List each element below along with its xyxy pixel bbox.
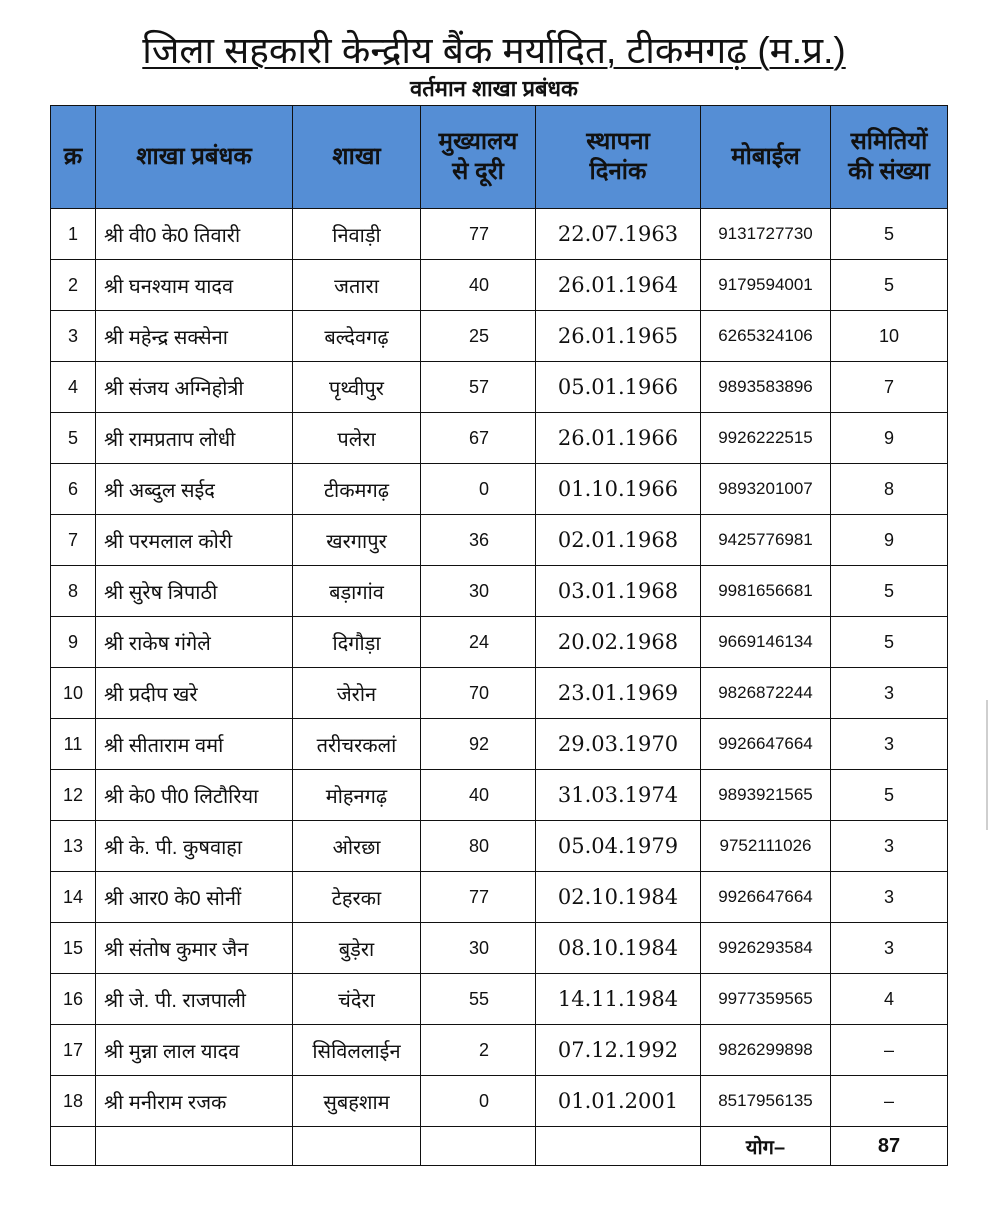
cell-manager: श्री प्रदीप खरे (96, 668, 293, 719)
table-row (51, 566, 948, 617)
document-subtitle: वर्तमान शाखा प्रबंधक (410, 76, 578, 101)
cell-branch: बड़ागांव (293, 566, 421, 617)
cell-societies: 3 (831, 923, 948, 974)
cell-manager: श्री के. पी. कुषवाहा (96, 821, 293, 872)
header-branch: शाखा (293, 106, 421, 209)
table-row (51, 872, 948, 923)
header-mobile: मोबाईल (701, 106, 831, 209)
cell-establishment-date: 01.01.2001 (536, 1076, 701, 1127)
total-empty-cell (96, 1127, 293, 1166)
table-row (51, 311, 948, 362)
cell-mobile: 9926647664 (701, 872, 831, 923)
cell-distance: 30 (421, 923, 536, 974)
cell-branch: पलेरा (293, 413, 421, 464)
cell-manager: श्री संतोष कुमार जैन (96, 923, 293, 974)
cell-branch: बल्देवगढ़ (293, 311, 421, 362)
cell-distance: 55 (421, 974, 536, 1025)
cell-distance: 40 (421, 260, 536, 311)
cell-societies: 10 (831, 311, 948, 362)
total-empty-cell (421, 1127, 536, 1166)
cell-distance: 80 (421, 821, 536, 872)
header-date (536, 106, 701, 209)
cell-mobile: 9977359565 (701, 974, 831, 1025)
header-societies-line2: की संख्या (848, 158, 930, 185)
table-row (51, 668, 948, 719)
header-date-line2: दिनांक (589, 158, 647, 185)
cell-establishment-date: 07.12.1992 (536, 1025, 701, 1076)
header-distance-line1: मुख्यालय (438, 128, 518, 155)
cell-establishment-date: 08.10.1984 (536, 923, 701, 974)
cell-mobile: 9926293584 (701, 923, 831, 974)
cell-societies: – (831, 1076, 948, 1127)
table-row (51, 770, 948, 821)
cell-establishment-date: 31.03.1974 (536, 770, 701, 821)
table-row (51, 260, 948, 311)
header-distance (421, 106, 536, 209)
cell-serial: 14 (51, 872, 96, 923)
cell-manager: श्री महेन्द्र सक्सेना (96, 311, 293, 362)
cell-serial: 6 (51, 464, 96, 515)
cell-serial: 13 (51, 821, 96, 872)
cell-branch: दिगौड़ा (293, 617, 421, 668)
cell-branch: तरीचरकलां (293, 719, 421, 770)
cell-distance: 77 (421, 872, 536, 923)
cell-establishment-date: 29.03.1970 (536, 719, 701, 770)
cell-branch: जतारा (293, 260, 421, 311)
cell-manager: श्री घनश्याम यादव (96, 260, 293, 311)
cell-manager: श्री आर0 के0 सोनीं (96, 872, 293, 923)
cell-serial: 1 (51, 209, 96, 260)
table-row (51, 974, 948, 1025)
cell-mobile: 9826299898 (701, 1025, 831, 1076)
header-date-line1: स्थापना (586, 128, 650, 155)
cell-societies: 5 (831, 260, 948, 311)
cell-branch: सुबहशाम (293, 1076, 421, 1127)
cell-branch: बुड़ेरा (293, 923, 421, 974)
cell-distance: 36 (421, 515, 536, 566)
cell-distance: 0 (421, 1076, 536, 1127)
cell-manager: श्री अब्दुल सईद (96, 464, 293, 515)
cell-manager: श्री मुन्ना लाल यादव (96, 1025, 293, 1076)
cell-mobile: 9179594001 (701, 260, 831, 311)
cell-establishment-date: 02.10.1984 (536, 872, 701, 923)
cell-distance: 40 (421, 770, 536, 821)
cell-mobile: 6265324106 (701, 311, 831, 362)
cell-mobile: 8517956135 (701, 1076, 831, 1127)
cell-serial: 15 (51, 923, 96, 974)
cell-mobile: 9893921565 (701, 770, 831, 821)
cell-serial: 18 (51, 1076, 96, 1127)
cell-distance: 2 (421, 1025, 536, 1076)
cell-distance: 30 (421, 566, 536, 617)
cell-establishment-date: 01.10.1966 (536, 464, 701, 515)
cell-branch: पृथ्वीपुर (293, 362, 421, 413)
cell-distance: 67 (421, 413, 536, 464)
cell-establishment-date: 26.01.1965 (536, 311, 701, 362)
cell-manager: श्री के0 पी0 लिटौरिया (96, 770, 293, 821)
cell-manager: श्री सीताराम वर्मा (96, 719, 293, 770)
cell-societies: – (831, 1025, 948, 1076)
header-societies (831, 106, 948, 209)
cell-societies: 5 (831, 209, 948, 260)
cell-mobile: 9926222515 (701, 413, 831, 464)
branch-managers-table (50, 105, 948, 1166)
cell-establishment-date: 26.01.1966 (536, 413, 701, 464)
cell-manager: श्री रामप्रताप लोधी (96, 413, 293, 464)
document-title-text: जिला सहकारी केन्द्रीय बैंक मर्यादित, टीकमगढ़ (म.प्र.) (142, 30, 846, 71)
cell-establishment-date: 05.04.1979 (536, 821, 701, 872)
header-distance-line2: से दूरी (452, 158, 504, 185)
table-row (51, 413, 948, 464)
cell-branch: टीकमगढ़ (293, 464, 421, 515)
table-row (51, 719, 948, 770)
cell-branch: मोहनगढ़ (293, 770, 421, 821)
total-empty-cell (51, 1127, 96, 1166)
cell-branch: जेरोन (293, 668, 421, 719)
total-row (51, 1127, 948, 1166)
cell-serial: 2 (51, 260, 96, 311)
cell-societies: 3 (831, 821, 948, 872)
cell-establishment-date: 14.11.1984 (536, 974, 701, 1025)
cell-manager: श्री सुरेष त्रिपाठी (96, 566, 293, 617)
table-row (51, 362, 948, 413)
table-row (51, 821, 948, 872)
header-serial: क्र (51, 106, 96, 209)
cell-branch: ओरछा (293, 821, 421, 872)
cell-serial: 12 (51, 770, 96, 821)
cell-mobile: 9669146134 (701, 617, 831, 668)
cell-distance: 92 (421, 719, 536, 770)
header-manager: शाखा प्रबंधक (96, 106, 293, 209)
table-row (51, 464, 948, 515)
cell-serial: 4 (51, 362, 96, 413)
table-body (51, 209, 948, 1127)
cell-societies: 7 (831, 362, 948, 413)
cell-establishment-date: 02.01.1968 (536, 515, 701, 566)
cell-mobile: 9926647664 (701, 719, 831, 770)
cell-mobile: 9893201007 (701, 464, 831, 515)
cell-serial: 17 (51, 1025, 96, 1076)
cell-societies: 9 (831, 515, 948, 566)
cell-distance: 70 (421, 668, 536, 719)
header-societies-line1: समितियों (850, 128, 928, 155)
cell-societies: 5 (831, 566, 948, 617)
cell-establishment-date: 22.07.1963 (536, 209, 701, 260)
cell-serial: 7 (51, 515, 96, 566)
cell-serial: 8 (51, 566, 96, 617)
cell-establishment-date: 26.01.1964 (536, 260, 701, 311)
total-empty-cell (536, 1127, 701, 1166)
cell-serial: 16 (51, 974, 96, 1025)
cell-mobile: 9752111026 (701, 821, 831, 872)
table-row (51, 1025, 948, 1076)
total-label: योग– (701, 1127, 831, 1166)
cell-societies: 5 (831, 617, 948, 668)
cell-manager: श्री मनीराम रजक (96, 1076, 293, 1127)
cell-distance: 77 (421, 209, 536, 260)
cell-distance: 24 (421, 617, 536, 668)
cell-distance: 57 (421, 362, 536, 413)
cell-mobile: 9826872244 (701, 668, 831, 719)
table-header-row (51, 106, 948, 209)
cell-serial: 5 (51, 413, 96, 464)
cell-serial: 9 (51, 617, 96, 668)
table-row (51, 617, 948, 668)
cell-mobile: 9425776981 (701, 515, 831, 566)
cell-manager: श्री राकेष गंगेले (96, 617, 293, 668)
cell-societies: 9 (831, 413, 948, 464)
cell-societies: 8 (831, 464, 948, 515)
cell-societies: 3 (831, 668, 948, 719)
table-row (51, 1076, 948, 1127)
cell-serial: 10 (51, 668, 96, 719)
cell-serial: 3 (51, 311, 96, 362)
cell-distance: 25 (421, 311, 536, 362)
cell-societies: 5 (831, 770, 948, 821)
cell-societies: 3 (831, 719, 948, 770)
cell-branch: सिविललाईन (293, 1025, 421, 1076)
cell-establishment-date: 03.01.1968 (536, 566, 701, 617)
cell-branch: चंदेरा (293, 974, 421, 1025)
cell-branch: निवाड़ी (293, 209, 421, 260)
cell-serial: 11 (51, 719, 96, 770)
cell-societies: 3 (831, 872, 948, 923)
document-title (0, 30, 988, 72)
cell-establishment-date: 23.01.1969 (536, 668, 701, 719)
cell-establishment-date: 05.01.1966 (536, 362, 701, 413)
total-empty-cell (293, 1127, 421, 1166)
cell-manager: श्री परमलाल कोरी (96, 515, 293, 566)
table-row (51, 923, 948, 974)
cell-mobile: 9893583896 (701, 362, 831, 413)
cell-manager: श्री वी0 के0 तिवारी (96, 209, 293, 260)
cell-branch: टेहरका (293, 872, 421, 923)
cell-branch: खरगापुर (293, 515, 421, 566)
cell-mobile: 9131727730 (701, 209, 831, 260)
cell-establishment-date: 20.02.1968 (536, 617, 701, 668)
total-value: 87 (831, 1127, 948, 1166)
cell-manager: श्री जे. पी. राजपाली (96, 974, 293, 1025)
cell-distance: 0 (421, 464, 536, 515)
cell-mobile: 9981656681 (701, 566, 831, 617)
cell-manager: श्री संजय अग्निहोत्री (96, 362, 293, 413)
cell-societies: 4 (831, 974, 948, 1025)
table-row (51, 209, 948, 260)
table-row (51, 515, 948, 566)
